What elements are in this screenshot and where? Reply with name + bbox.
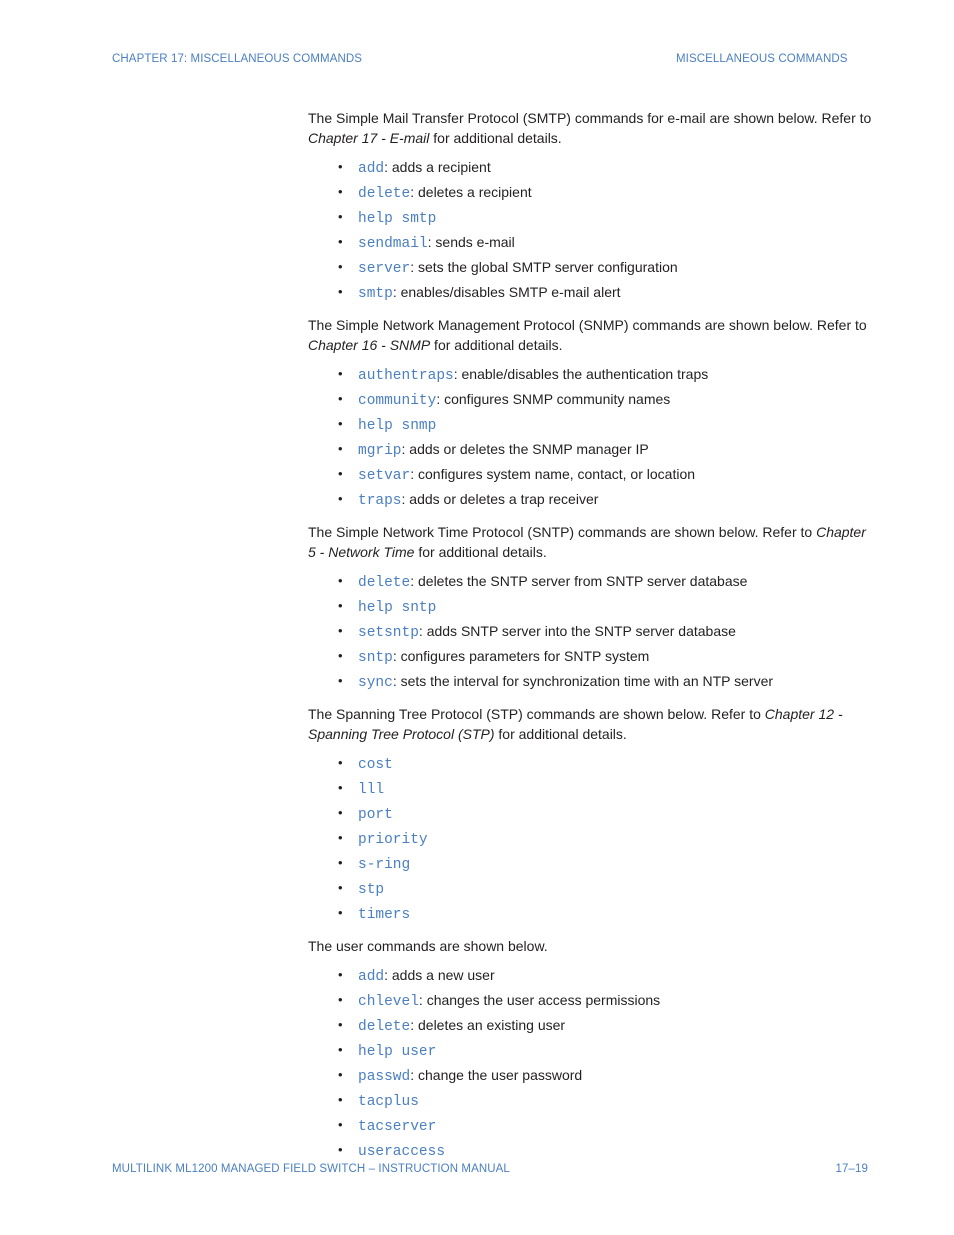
command-name: timers bbox=[358, 907, 411, 923]
intro-text-end: for additional details. bbox=[414, 544, 547, 560]
running-footer-title: MULTILINK ML1200 MANAGED FIELD SWITCH – INSTRUCTION MANUAL bbox=[112, 1163, 510, 1175]
bullet-icon: • bbox=[338, 209, 343, 224]
command-description: : enables/disables SMTP e-mail alert bbox=[392, 284, 621, 300]
command-description: : deletes the SNTP server from SNTP server database bbox=[410, 573, 748, 589]
command-description: : configures system name, contact, or location bbox=[410, 466, 696, 482]
command-description: : adds a new user bbox=[384, 967, 495, 983]
command-description: : sets the global SMTP server configuration bbox=[410, 259, 678, 275]
bullet-icon: • bbox=[338, 855, 343, 870]
bullet-icon: • bbox=[338, 1117, 343, 1132]
command-name: help sntp bbox=[358, 600, 437, 616]
command-name: tacplus bbox=[358, 1094, 419, 1110]
command-name: useraccess bbox=[358, 1144, 446, 1160]
command-list-item bbox=[338, 1090, 874, 1115]
intro-text: The Simple Mail Transfer Protocol (SMTP) commands for e-mail are shown below. Refer to bbox=[308, 110, 872, 126]
command-list-item bbox=[338, 1140, 874, 1165]
command-name: add bbox=[358, 969, 385, 985]
bullet-icon: • bbox=[338, 159, 343, 174]
command-list-item bbox=[338, 182, 874, 207]
command-list-item bbox=[338, 464, 874, 489]
command-name: lll bbox=[358, 782, 385, 798]
command-name: setsntp bbox=[358, 625, 419, 641]
command-list bbox=[308, 364, 874, 514]
command-list-item bbox=[338, 1115, 874, 1140]
command-description: : adds a recipient bbox=[384, 159, 491, 175]
section-intro bbox=[308, 108, 874, 148]
command-list-item bbox=[338, 778, 874, 803]
intro-text-end: for additional details. bbox=[494, 726, 627, 742]
section-intro bbox=[308, 315, 874, 355]
command-list-item bbox=[338, 646, 874, 671]
command-description: : configures parameters for SNTP system bbox=[392, 648, 650, 664]
intro-text-end: for additional details. bbox=[430, 337, 563, 353]
bullet-icon: • bbox=[338, 1017, 343, 1032]
bullet-icon: • bbox=[338, 830, 343, 845]
bullet-icon: • bbox=[338, 573, 343, 588]
command-description: : adds SNTP server into the SNTP server database bbox=[418, 623, 736, 639]
bullet-icon: • bbox=[338, 755, 343, 770]
intro-text: The user commands are shown below. bbox=[308, 938, 548, 954]
command-list-item bbox=[338, 753, 874, 778]
command-name: setvar bbox=[358, 468, 411, 484]
bullet-icon: • bbox=[338, 598, 343, 613]
command-name: add bbox=[358, 161, 385, 177]
bullet-icon: • bbox=[338, 391, 343, 406]
section-intro bbox=[308, 704, 874, 744]
command-name: traps bbox=[358, 493, 402, 509]
command-description: : adds or deletes the SNMP manager IP bbox=[401, 441, 649, 457]
command-description: : sets the interval for synchronization time with an NTP server bbox=[392, 673, 774, 689]
bullet-icon: • bbox=[338, 184, 343, 199]
bullet-icon: • bbox=[338, 366, 343, 381]
bullet-icon: • bbox=[338, 284, 343, 299]
command-list-item bbox=[338, 439, 874, 464]
command-name: help snmp bbox=[358, 418, 437, 434]
bullet-icon: • bbox=[338, 780, 343, 795]
command-name: passwd bbox=[358, 1069, 411, 1085]
command-description: : deletes an existing user bbox=[410, 1017, 566, 1033]
command-list-item bbox=[338, 828, 874, 853]
bullet-icon: • bbox=[338, 967, 343, 982]
command-name: sntp bbox=[358, 650, 393, 666]
command-name: chlevel bbox=[358, 994, 419, 1010]
bullet-icon: • bbox=[338, 648, 343, 663]
command-list-item bbox=[338, 157, 874, 182]
intro-text: The Simple Network Time Protocol (SNTP) commands are shown below. Refer to bbox=[308, 524, 817, 540]
command-name: cost bbox=[358, 757, 393, 773]
command-list-item bbox=[338, 232, 874, 257]
command-description: : changes the user access permissions bbox=[418, 992, 661, 1008]
command-list-item bbox=[338, 596, 874, 621]
command-description: : sends e-mail bbox=[427, 234, 515, 250]
command-description: : change the user password bbox=[410, 1067, 583, 1083]
bullet-icon: • bbox=[338, 1042, 343, 1057]
command-description: : enable/disables the authentication traps bbox=[453, 366, 709, 382]
command-name: port bbox=[358, 807, 393, 823]
command-description: : deletes a recipient bbox=[410, 184, 532, 200]
command-name: help smtp bbox=[358, 211, 437, 227]
bullet-icon: • bbox=[338, 441, 343, 456]
command-list bbox=[308, 157, 874, 307]
command-list-item bbox=[338, 414, 874, 439]
command-list-item bbox=[338, 1065, 874, 1090]
running-header-chapter: CHAPTER 17: MISCELLANEOUS COMMANDS bbox=[112, 53, 363, 65]
command-list-item bbox=[338, 571, 874, 596]
command-list-item bbox=[338, 1040, 874, 1065]
command-name: smtp bbox=[358, 286, 393, 302]
command-name: authentraps bbox=[358, 368, 454, 384]
section-intro bbox=[308, 936, 874, 956]
section-intro bbox=[308, 522, 874, 562]
command-name: mgrip bbox=[358, 443, 402, 459]
command-name: server bbox=[358, 261, 411, 277]
command-list-item bbox=[338, 389, 874, 414]
chapter-reference: Chapter 12 - Spanning Tree Protocol (STP) bbox=[308, 706, 843, 742]
command-list-item bbox=[338, 364, 874, 389]
command-list-item bbox=[338, 282, 874, 307]
command-list-item bbox=[338, 207, 874, 232]
page-number: 17–19 bbox=[835, 1163, 868, 1175]
command-description: : adds or deletes a trap receiver bbox=[401, 491, 599, 507]
bullet-icon: • bbox=[338, 805, 343, 820]
command-name: tacserver bbox=[358, 1119, 437, 1135]
running-header-section: MISCELLANEOUS COMMANDS bbox=[676, 53, 848, 65]
command-name: delete bbox=[358, 575, 411, 591]
bullet-icon: • bbox=[338, 623, 343, 638]
intro-text-end: for additional details. bbox=[429, 130, 562, 146]
command-list-item bbox=[338, 489, 874, 514]
command-list-item bbox=[338, 671, 874, 696]
bullet-icon: • bbox=[338, 905, 343, 920]
command-name: sendmail bbox=[358, 236, 428, 252]
intro-text: The Simple Network Management Protocol (SNMP) commands are shown below. Refer to bbox=[308, 317, 867, 333]
command-list-item bbox=[338, 965, 874, 990]
command-list-item bbox=[338, 903, 874, 928]
command-list-item bbox=[338, 1015, 874, 1040]
command-list-item bbox=[338, 257, 874, 282]
bullet-icon: • bbox=[338, 992, 343, 1007]
command-list bbox=[308, 965, 874, 1165]
bullet-icon: • bbox=[338, 466, 343, 481]
command-list bbox=[308, 571, 874, 696]
command-list-item bbox=[338, 803, 874, 828]
bullet-icon: • bbox=[338, 1142, 343, 1157]
chapter-reference: Chapter 17 - E-mail bbox=[308, 130, 430, 146]
bullet-icon: • bbox=[338, 1067, 343, 1082]
command-name: community bbox=[358, 393, 437, 409]
command-list-item bbox=[338, 621, 874, 646]
command-list-item bbox=[338, 878, 874, 903]
command-description: : configures SNMP community names bbox=[436, 391, 671, 407]
command-name: help user bbox=[358, 1044, 437, 1060]
intro-text: The Spanning Tree Protocol (STP) commands are shown below. Refer to bbox=[308, 706, 765, 722]
command-name: stp bbox=[358, 882, 385, 898]
bullet-icon: • bbox=[338, 673, 343, 688]
page-body bbox=[308, 108, 874, 1173]
command-list bbox=[308, 753, 874, 928]
bullet-icon: • bbox=[338, 234, 343, 249]
chapter-reference: Chapter 16 - SNMP bbox=[308, 337, 431, 353]
command-name: s-ring bbox=[358, 857, 411, 873]
bullet-icon: • bbox=[338, 259, 343, 274]
command-list-item bbox=[338, 853, 874, 878]
command-name: delete bbox=[358, 186, 411, 202]
bullet-icon: • bbox=[338, 491, 343, 506]
command-name: sync bbox=[358, 675, 393, 691]
command-name: priority bbox=[358, 832, 428, 848]
command-name: delete bbox=[358, 1019, 411, 1035]
chapter-reference: Chapter 5 - Network Time bbox=[308, 524, 866, 560]
command-list-item bbox=[338, 990, 874, 1015]
bullet-icon: • bbox=[338, 416, 343, 431]
bullet-icon: • bbox=[338, 1092, 343, 1107]
bullet-icon: • bbox=[338, 880, 343, 895]
